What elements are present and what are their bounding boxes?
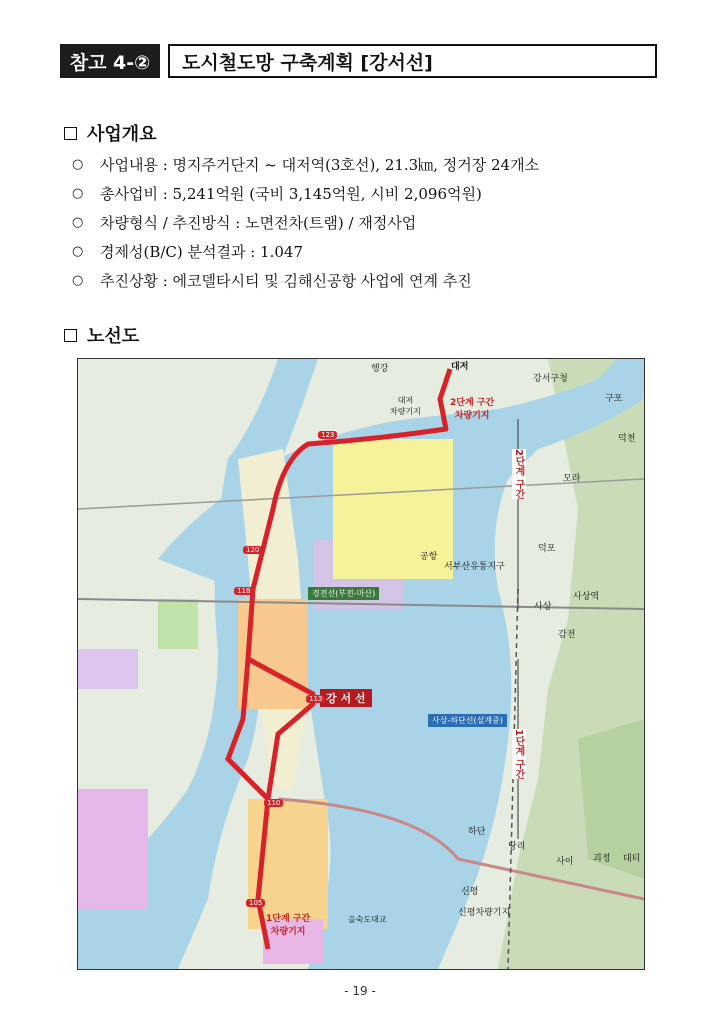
circle-bullet-icon: ○ xyxy=(72,186,84,201)
station-deokcheon: 덕천 xyxy=(618,434,636,444)
circle-bullet-icon: ○ xyxy=(72,244,84,259)
station-number-120: 120 xyxy=(243,546,262,554)
station-hyeongang: 행강 xyxy=(371,364,389,374)
circle-bullet-icon: ○ xyxy=(72,215,84,230)
station-dangni: 당리 xyxy=(508,842,526,852)
station-number-105: 105 xyxy=(246,899,265,907)
station-saseong: 사상역 xyxy=(573,592,600,602)
route-map-svg xyxy=(78,359,644,969)
station-goejeong: 괴정 xyxy=(593,854,611,864)
phase1-depot-label: 1단계 구간 차량기지 xyxy=(266,914,311,937)
page-number: - 19 - xyxy=(344,984,376,998)
station-daejeo: 대저 xyxy=(451,362,469,372)
list-item-text: 경제성(B/C) 분석결과 : 1.047 xyxy=(100,243,303,261)
station-gangseo-office: 강서구청 xyxy=(533,374,568,384)
sasang-hadan-line-label: 사상-하단선(설계중) xyxy=(428,714,507,727)
section-overview-heading xyxy=(64,120,157,146)
page-title: 도시철도망 구축계획 [강서선] xyxy=(168,44,657,78)
square-bullet-icon xyxy=(64,329,77,342)
list-item-text: 추진상황 : 에코델타시티 및 김해신공항 사업에 연계 추진 xyxy=(100,272,472,290)
list-item xyxy=(72,266,672,295)
station-deokpo: 덕포 xyxy=(538,544,556,554)
overview-list xyxy=(72,150,672,295)
list-item xyxy=(72,179,672,208)
route-map xyxy=(77,358,645,970)
station-sasang: 사상 xyxy=(534,602,552,612)
gyeongjeon-line-label: 경전선(부전-마산) xyxy=(308,587,379,600)
list-item-text: 사업내용 : 명지주거단지 ~ 대저역(3호선), 21.3㎞, 정거장 24개소 xyxy=(100,156,540,174)
station-saeon: 사이 xyxy=(556,857,574,867)
list-item xyxy=(72,208,672,237)
section-overview-title: 사업개요 xyxy=(87,124,157,145)
daejeo-depot-label: 대저 차량기지 xyxy=(390,396,421,416)
square-bullet-icon xyxy=(64,127,77,140)
station-mora: 모라 xyxy=(563,474,581,484)
gangseo-line-label: 강 서 선 xyxy=(320,689,372,707)
station-number-113: 113 xyxy=(306,695,325,703)
station-number-110: 110 xyxy=(264,799,283,807)
station-gonghang: 공항 xyxy=(420,552,438,562)
station-gamjeon: 감전 xyxy=(558,630,576,640)
station-west-logistics: 서부산유통지구 xyxy=(444,562,505,572)
page-header xyxy=(60,44,657,78)
circle-bullet-icon: ○ xyxy=(72,157,84,172)
station-hadan: 하단 xyxy=(468,827,486,837)
list-item xyxy=(72,237,672,266)
phase2-vertical-label: 2단계 구간 xyxy=(513,449,524,500)
phase2-depot-label: 2단계 구간 차량기지 xyxy=(450,398,495,421)
list-item xyxy=(72,150,672,179)
station-number-118: 118 xyxy=(234,587,253,595)
list-item-text: 총사업비 : 5,241억원 (국비 3,145억원, 시비 2,096억원) xyxy=(100,185,482,203)
section-map-heading xyxy=(64,322,139,348)
reference-tag: 참고 4-② xyxy=(60,44,160,78)
section-map-title: 노선도 xyxy=(87,326,140,347)
station-sinpyeong: 신평 xyxy=(461,887,479,897)
station-daeti: 대티 xyxy=(623,854,641,864)
list-item-text: 차량형식 / 추진방식 : 노면전차(트램) / 재정사업 xyxy=(100,214,417,232)
station-number-123: 123 xyxy=(318,431,337,439)
phase1-vertical-label: 1단계 구간 xyxy=(513,729,524,780)
station-gupo: 구포 xyxy=(605,394,623,404)
station-eulsukdo: 을숙도대교 xyxy=(348,915,387,924)
circle-bullet-icon: ○ xyxy=(72,273,84,288)
station-sinpyeong-depot: 신평차량기지 xyxy=(458,908,511,918)
